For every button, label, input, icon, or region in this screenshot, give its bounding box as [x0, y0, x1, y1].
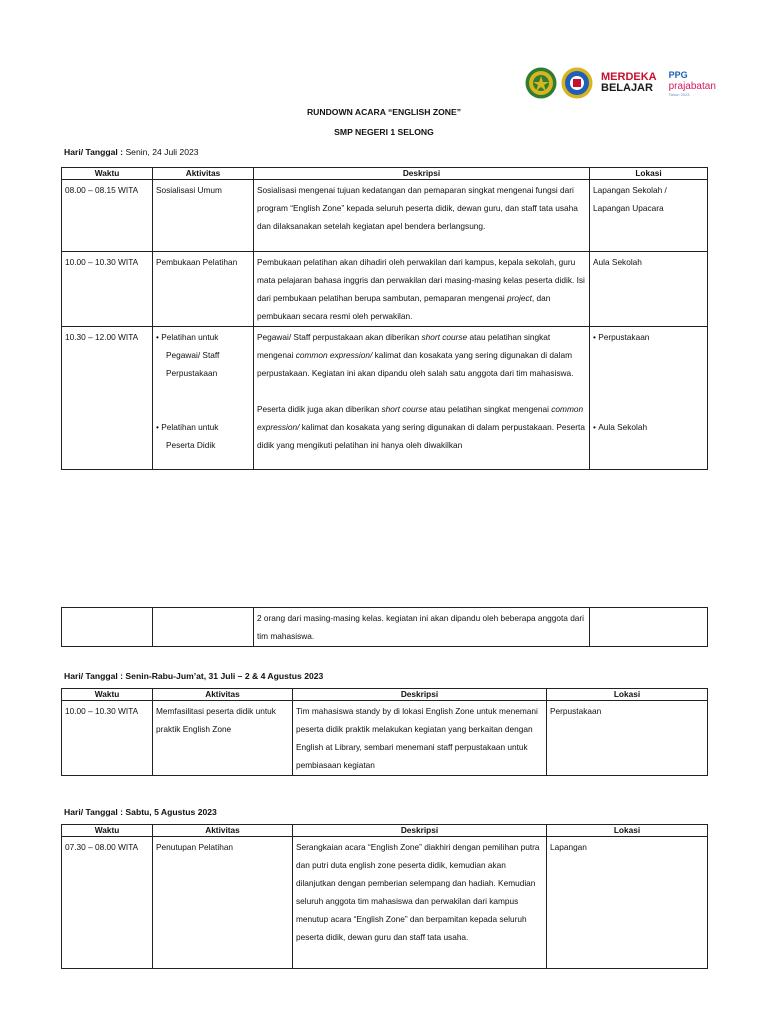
desc-text: , dan pembukaan secara resmi oleh perwakilan. — [257, 293, 551, 321]
day1-continuation-table — [61, 607, 708, 647]
table-row — [62, 180, 708, 252]
desc-text: Peserta didik juga akan diberikan — [257, 404, 382, 414]
table-header-row — [62, 825, 708, 837]
cell-deskripsi: Tim mahasiswa standy by di lokasi English Zone untuk menemani peserta didik praktik melakukan kegiatan yang berkaitan dengan English at Library, sembari menemani staff perpustakaan untuk pembiasaan kegiatan — [293, 701, 547, 776]
location-item: • Perpustakaan — [593, 332, 649, 342]
cell-aktivitas: Memfasilitasi peserta didik untuk praktik English Zone — [153, 701, 293, 776]
desc-text: kalimat dan kosakata yang sering digunakan di dalam perpustakaan. Kegiatan ini akan dipandu oleh salah satu anggota dari tim mahasiswa. — [257, 350, 574, 378]
desc-text: kalimat dan kosakata yang sering digunakan di dalam perpustakaan. Peserta didik yang mengikuti pelatihan ini hanya oleh diwakilkan — [257, 422, 585, 450]
school-title: SMP NEGERI 1 SELONG — [334, 127, 434, 137]
cell-lokasi — [590, 327, 708, 470]
cell-aktivitas — [153, 608, 254, 647]
cell-aktivitas — [153, 327, 254, 470]
day1-schedule-table — [61, 167, 708, 470]
cell-waktu — [62, 608, 153, 647]
header-deskripsi: Deskripsi — [254, 168, 590, 180]
day1-label-prefix: Hari/ Tanggal : — [64, 147, 124, 157]
header-waktu: Waktu — [62, 689, 153, 701]
activity-item-line: Pegawai/ Staff — [166, 350, 220, 360]
header-waktu: Waktu — [62, 168, 153, 180]
belajar-text: BELAJAR — [601, 82, 653, 94]
cell-waktu: 08.00 – 08.15 WITA — [62, 180, 153, 252]
header-deskripsi: Deskripsi — [293, 689, 547, 701]
ppg-prajabatan-logo — [669, 70, 716, 97]
ppg-text: PPG — [668, 69, 688, 80]
cell-deskripsi: Serangkaian acara “English Zone” diakhiri dengan pemilihan putra dan putri duta english zone peserta didik, kemudian akan dilanjutkan dengan pemberian selempang dan hadiah. Kemudian seluruh anggota tim mahasiswa dan perwakilan dari kampus menutup acara “English Zone” dan berpamitan kepada seluruh peserta didik, dewan guru dan staff tata usaha. — [293, 837, 547, 969]
cell-waktu: 10.30 – 12.00 WITA — [62, 327, 153, 470]
cell-waktu: 07.30 – 08.00 WITA — [62, 837, 153, 969]
table-row — [62, 252, 708, 327]
cell-aktivitas: Penutupan Pelatihan — [153, 837, 293, 969]
kemenag-seal-logo — [525, 67, 557, 99]
desc-paragraph — [257, 400, 586, 454]
prajabatan-text: prajabatan — [668, 80, 716, 92]
desc-italic: short course — [421, 332, 468, 342]
day2-date-label: Hari/ Tanggal : Senin-Rabu-Jum’at, 31 Juli – 2 & 4 Agustus 2023 — [64, 671, 324, 681]
cell-lokasi: Lapangan Sekolah / Lapangan Upacara — [590, 180, 708, 252]
header-aktivitas: Aktivitas — [153, 689, 293, 701]
document-title: RUNDOWN ACARA “ENGLISH ZONE” — [306, 107, 462, 117]
cell-deskripsi: 2 orang dari masing-masing kelas. kegiatan ini akan dipandu oleh beberapa anggota dari tim mahasiswa. — [254, 608, 590, 647]
cell-lokasi: Lapangan — [547, 837, 708, 969]
cell-waktu: 10.00 – 10.30 WITA — [62, 252, 153, 327]
cell-deskripsi — [254, 327, 590, 470]
table-header-row — [62, 168, 708, 180]
activity-item: • Pelatihan untuk — [156, 332, 218, 342]
header-deskripsi: Deskripsi — [293, 825, 547, 837]
desc-italic: common expression/ — [257, 404, 584, 432]
university-seal-logo — [561, 67, 593, 99]
merdeka-belajar-logo — [601, 72, 657, 94]
desc-text: Pembukaan pelatihan akan dihadiri oleh perwakilan dari kampus, kepala sekolah, guru mata pelajaran bahasa inggris dan perwakilan dari masing-masing kelas peserta didik. Isi dari pembukaan pelatihan berupa sambutan, pemaparan mengenai — [257, 257, 585, 303]
activity-item-line: Peserta Didik — [166, 440, 216, 450]
desc-text: atau pelatihan singkat mengenai — [257, 332, 551, 360]
cell-aktivitas: Sosialisasi Umum — [153, 180, 254, 252]
cell-deskripsi: Sosialisasi mengenai tujuan kedatangan dan pemaparan singkat mengenai fungsi dari program “English Zone” kepada seluruh peserta didik, dewan guru, dan staff tata usaha dan dilaksanakan setelah kegiatan apel bendera berlangsung. — [254, 180, 590, 252]
desc-italic: project — [507, 293, 532, 303]
merdeka-text: MERDEKA — [601, 71, 657, 83]
desc-text: Pegawai/ Staff perpustakaan akan diberikan — [257, 332, 422, 342]
cell-waktu: 10.00 – 10.30 WITA — [62, 701, 153, 776]
ppg-year-text: Tahun 2023 — [668, 91, 690, 97]
cell-lokasi: Perpustakaan — [547, 701, 708, 776]
day3-date-label: Hari/ Tanggal : Sabtu, 5 Agustus 2023 — [64, 807, 217, 817]
header-aktivitas: Aktivitas — [153, 168, 254, 180]
cell-lokasi: Aula Sekolah — [590, 252, 708, 327]
table-row — [62, 327, 708, 470]
cell-aktivitas: Pembukaan Pelatihan — [153, 252, 254, 327]
activity-item-line: Perpustakaan — [166, 368, 218, 378]
day2-schedule-table — [61, 688, 708, 776]
activity-item: • Pelatihan untuk — [156, 422, 218, 432]
day1-date-label — [64, 147, 199, 157]
desc-text: atau pelatihan singkat mengenai — [427, 404, 552, 414]
header-lokasi: Lokasi — [590, 168, 708, 180]
table-row — [62, 701, 708, 776]
header-lokasi: Lokasi — [547, 689, 708, 701]
location-item: • Aula Sekolah — [593, 422, 647, 432]
table-row — [62, 837, 708, 969]
cell-deskripsi — [254, 252, 590, 327]
desc-italic: common expression/ — [295, 350, 373, 360]
header-aktivitas: Aktivitas — [153, 825, 293, 837]
day3-schedule-table — [61, 824, 708, 969]
header-lokasi: Lokasi — [547, 825, 708, 837]
cell-lokasi — [590, 608, 708, 647]
table-row — [62, 608, 708, 647]
desc-italic: short course — [381, 404, 428, 414]
header-waktu: Waktu — [62, 825, 153, 837]
logo-group — [525, 66, 716, 100]
table-header-row — [62, 689, 708, 701]
desc-paragraph — [257, 328, 586, 382]
day1-date-value: Senin, 24 Juli 2023 — [125, 147, 199, 157]
